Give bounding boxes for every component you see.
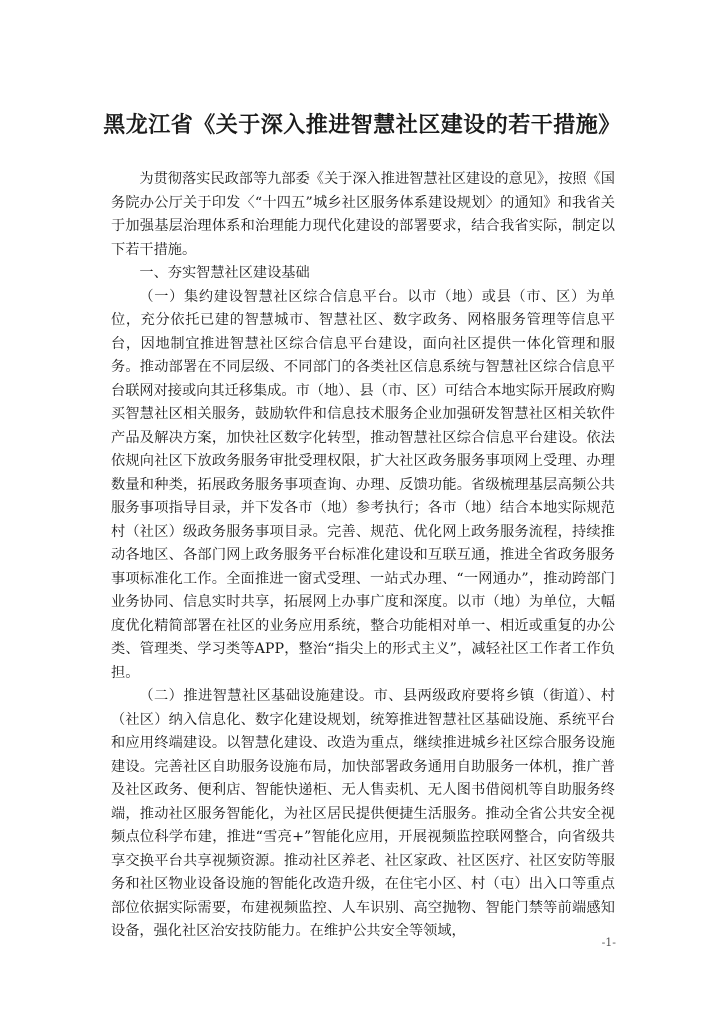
page-number: -1- xyxy=(601,936,616,949)
intro-paragraph: 为贯彻落实民政部等九部委《关于深入推进智慧社区建设的意见》，按照《国务院办公厅关于印发〈“十四五”城乡社区服务体系建设规划〉的通知》和我省关于加强基层治理体系和治理能力现代化建设的部署要求，结合我省实际，制定以下若干措施。 xyxy=(111,171,615,258)
measure-1-paragraph: （一）集约建设智慧社区综合信息平台。以市（地）或县（市、区）为单位，充分依托已建的智慧城市、智慧社区、数字政务、网格服务管理等信息平台，因地制宜推进智慧社区综合信息平台建设，面向社区提供一体化管理和服务。推动部署在不同层级、不同部门的各类社区信息系统与智慧社区综合信息平台联网对接或向其迁移集成。市（地）、县（市、区）可结合本地实际开展政府购买智慧社区相关服务，鼓励软件和信息技术服务企业加强研发智慧社区相关软件产品及解决方案，加快社区数字化转型，推动智慧社区综合信息平台建设。依法依规向社区下放政务服务审批受理权限，扩大社区政务服务事项网上受理、办理数量和种类，拓展政务服务事项查询、办理、反馈功能。省级梳理基层高频公共服务事项指导目录，并下发各市（地）参考执行；各市（地）结合本地实际规范村（社区）级政务服务事项目录。完善、规范、优化网上政务服务流程，持续推动各地区、各部门网上政务服务平台标准化建设和互联互通，推进全省政务服务事项标准化工作。全面推进一窗式受理、一站式办理、“一网通办”，推动跨部门业务协同、信息实时共享，拓展网上办事广度和深度。以市（地）为单位，大幅度优化精简部署在社区的业务应用系统，整合功能相对单一、相近或重复的办公类、管理类、学习类等APP，整治“指尖上的形式主义”，减轻社区工作者工作负担。 xyxy=(111,288,615,681)
document-body xyxy=(111,168,615,944)
section-heading-1: 一、夯实智慧社区建设基础 xyxy=(139,265,310,281)
document-title: 黑龙江省《关于深入推进智慧社区建设的若干措施》 xyxy=(103,113,621,138)
measure-2-paragraph: （二）推进智慧社区基础设施建设。市、县两级政府要将乡镇（街道）、村（社区）纳入信息化、数字化建设规划，统筹推进智慧社区基础设施、系统平台和应用终端建设。以智慧化建设、改造为重点，继续推进城乡社区综合服务设施建设。完善社区自助服务设施布局，加快部署政务通用自助服务一体机，推广普及社区政务、便利店、智能快递柜、无人售卖机、无人图书借阅机等自助服务终端，推动社区服务智能化，为社区居民提供便捷生活服务。推动全省公共安全视频点位科学布建，推进“雪亮+”智能化应用，开展视频监控联网整合，向省级共享交换平台共享视频资源。推动社区养老、社区家政、社区医疗、社区安防等服务和社区物业设备设施的智能化改造升级，在住宅小区、村（屯）出入口等重点部位依据实际需要，布建视频监控、人车识别、高空抛物、智能门禁等前端感知设备，强化社区治安技防能力。在维护公共安全等领域， xyxy=(111,688,615,939)
